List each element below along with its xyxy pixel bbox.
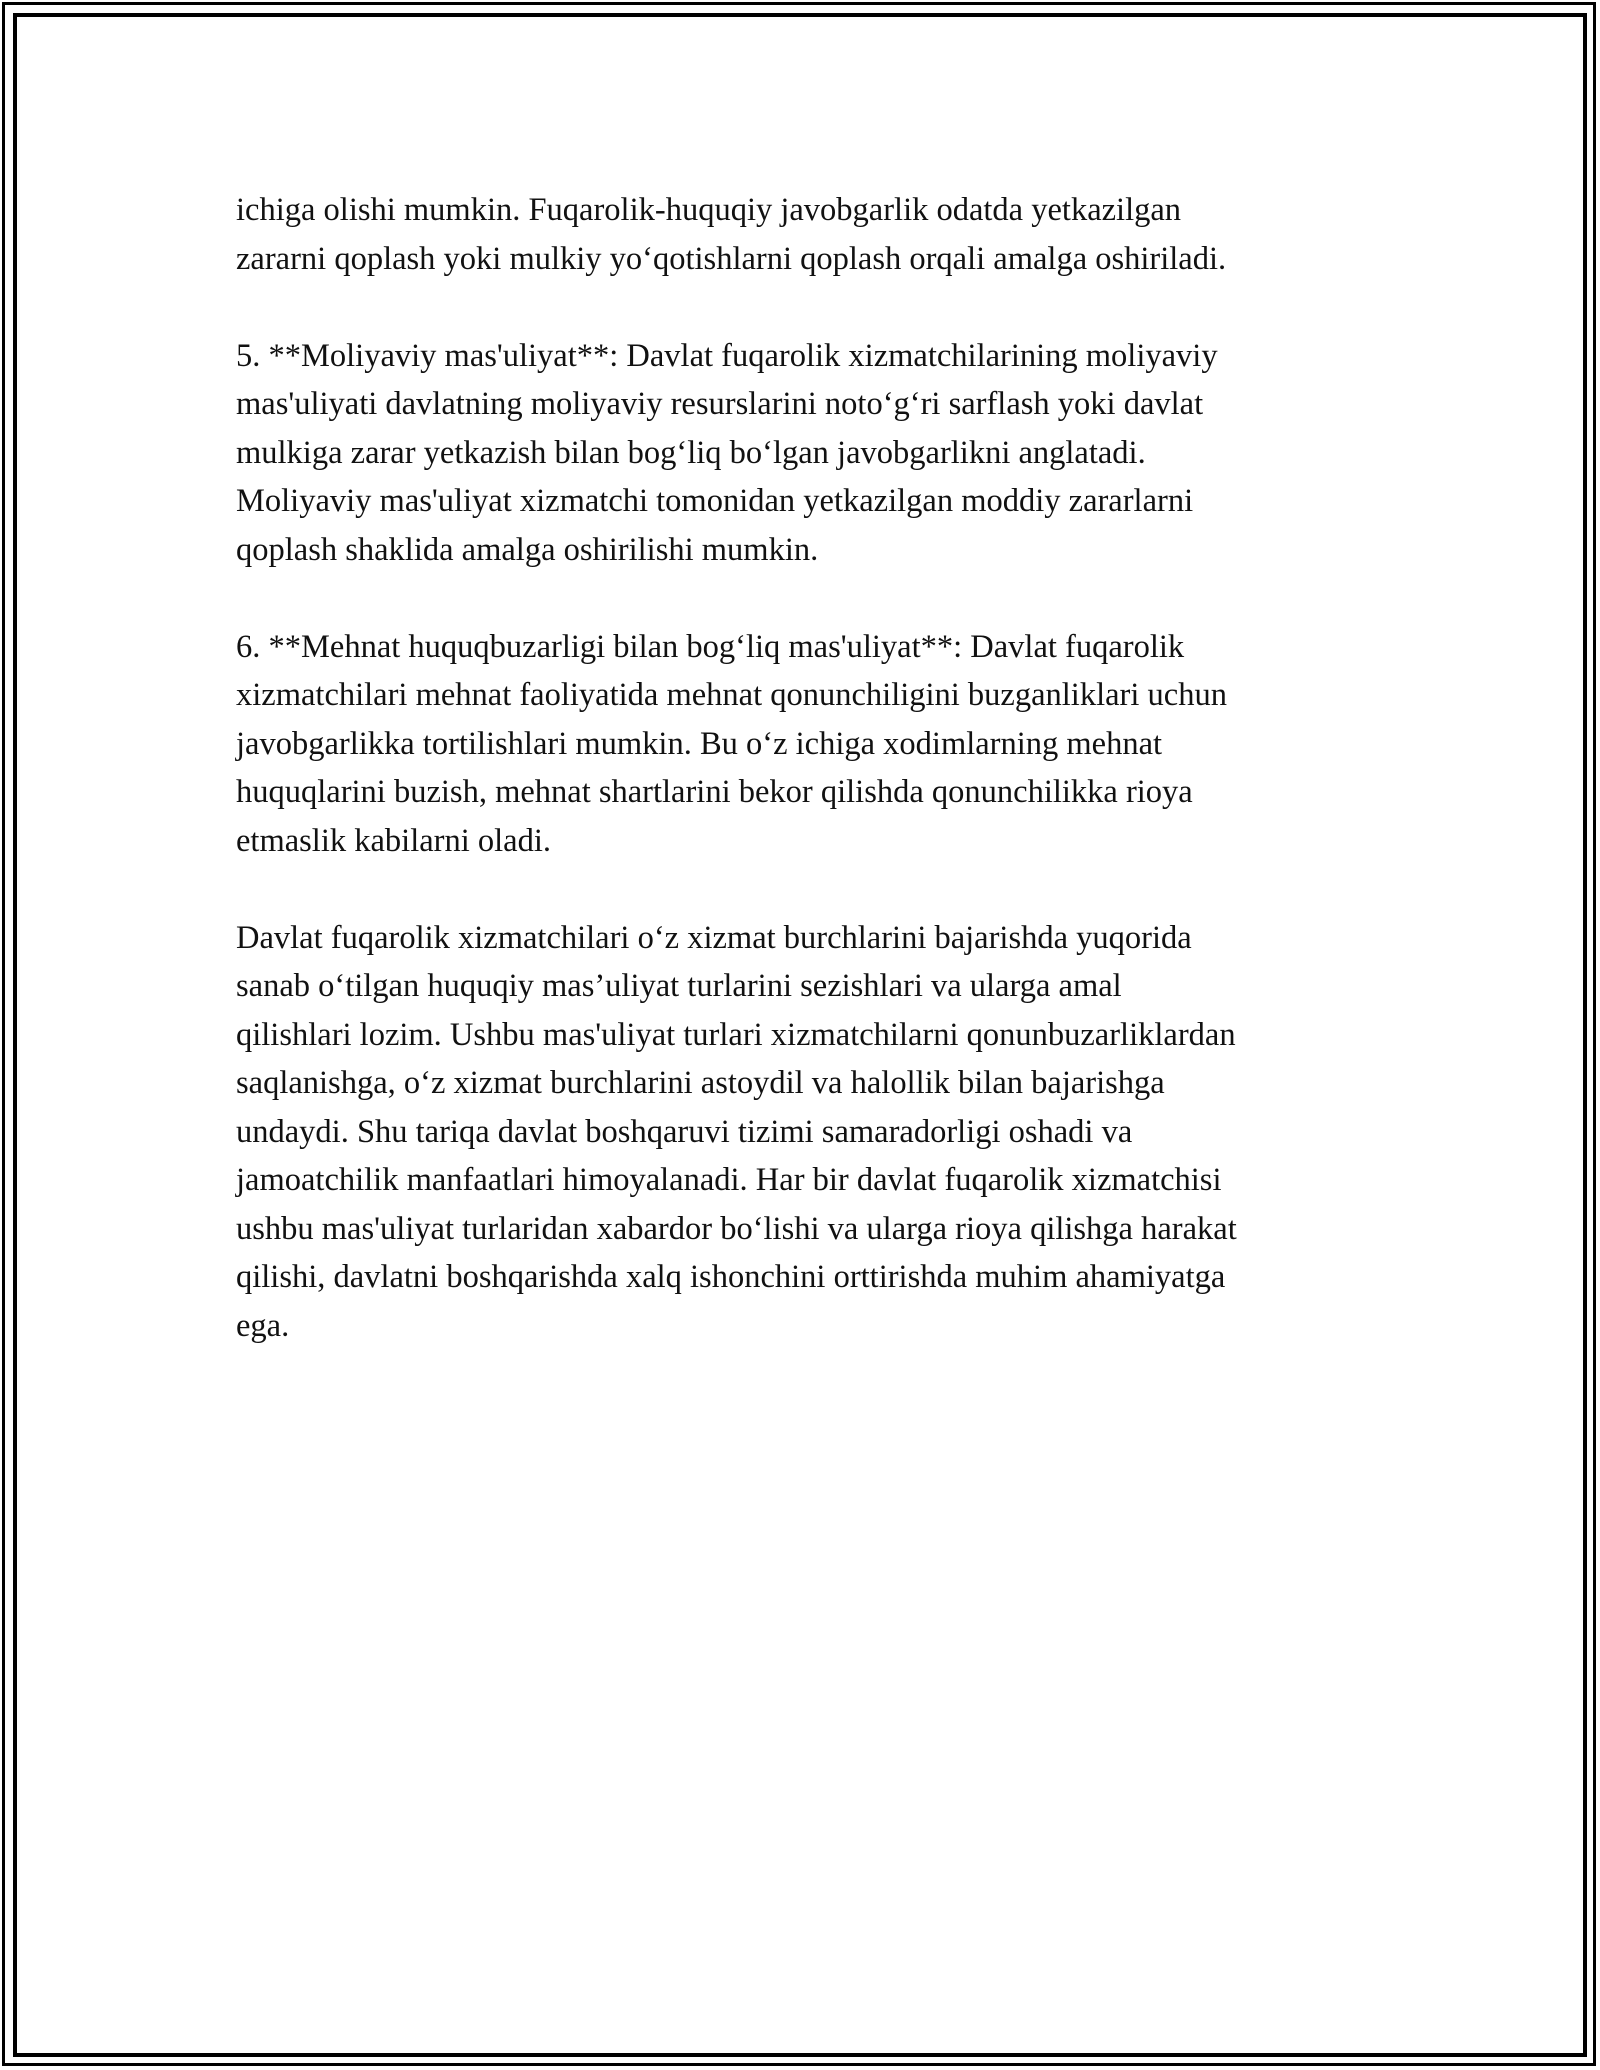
paragraph-1 [236,186,1386,283]
text-line: Moliyaviy mas'uliyat xizmatchi tomonidan yetkazilgan moddiy zararlarni [236,483,1194,519]
paragraph-2 [236,332,1386,575]
text-line: ichiga olishi mumkin. Fuqarolik-huquqiy javobgarlik odatda yetkazilgan [236,192,1182,228]
paragraph-4 [236,914,1386,1351]
text-line: javobgarlikka tortilishlari mumkin. Bu o‘z ichiga xodimlarning mehnat [236,725,1163,762]
text-line: saqlanishga, o‘z xizmat burchlarini astoydil va halollik bilan bajarishga [236,1065,1165,1101]
text-line: qoplash shaklida amalga oshirilishi mumkin. [236,531,819,568]
text-line: 6. **Mehnat huquqbuzarligi bilan bog‘liq mas'uliyat**: Davlat fuqarolik [236,628,1185,665]
text-line: zararni qoplash yoki mulkiy yo‘qotishlarni qoplash orqali amalga oshiriladi. [236,240,1227,277]
text-line: sanab o‘tilgan huquqiy mas’uliyat turlarini sezishlari va ularga amal [236,968,1122,1004]
text-line: ega. [236,1307,290,1344]
text-line: ushbu mas'uliyat turlaridan xabardor bo‘lishi va ularga rioya qilishga harakat [236,1210,1237,1247]
text-line: 5. **Moliyaviy mas'uliyat**: Davlat fuqarolik xizmatchilarining moliyaviy [236,337,1218,374]
text-line: mas'uliyati davlatning moliyaviy resurslarini noto‘g‘ri sarflash yoki davlat [236,386,1204,422]
text-line: jamoatchilik manfaatlari himoyalanadi. Har bir davlat fuqarolik xizmatchisi [236,1162,1222,1198]
text-line: undaydi. Shu tariqa davlat boshqaruvi tizimi samaradorligi oshadi va [236,1113,1133,1150]
text-line: qilishlari lozim. Ushbu mas'uliyat turlari xizmatchilarni qonunbuzarliklardan [236,1016,1236,1053]
text-line: huquqlarini buzish, mehnat shartlarini bekor qilishda qonunchilikka rioya [236,774,1193,810]
paragraph-gap [236,865,1386,914]
text-line: mulkiga zarar yetkazish bilan bog‘liq bo‘lgan javobgarlikni anglatadi. [236,434,1146,471]
text-line: etmaslik kabilarni oladi. [236,822,551,859]
paragraph-gap [236,574,1386,623]
paragraph-gap [236,283,1386,332]
paragraph-3 [236,623,1386,866]
text-line: xizmatchilari mehnat faoliyatida mehnat qonunchiligini buzganliklari uchun [236,677,1227,713]
text-line: Davlat fuqarolik xizmatchilari o‘z xizmat burchlarini bajarishda yuqorida [236,919,1192,956]
text-line: qilishi, davlatni boshqarishda xalq ishonchini orttirishda muhim ahamiyatga [236,1259,1226,1295]
document-body [236,186,1386,1350]
